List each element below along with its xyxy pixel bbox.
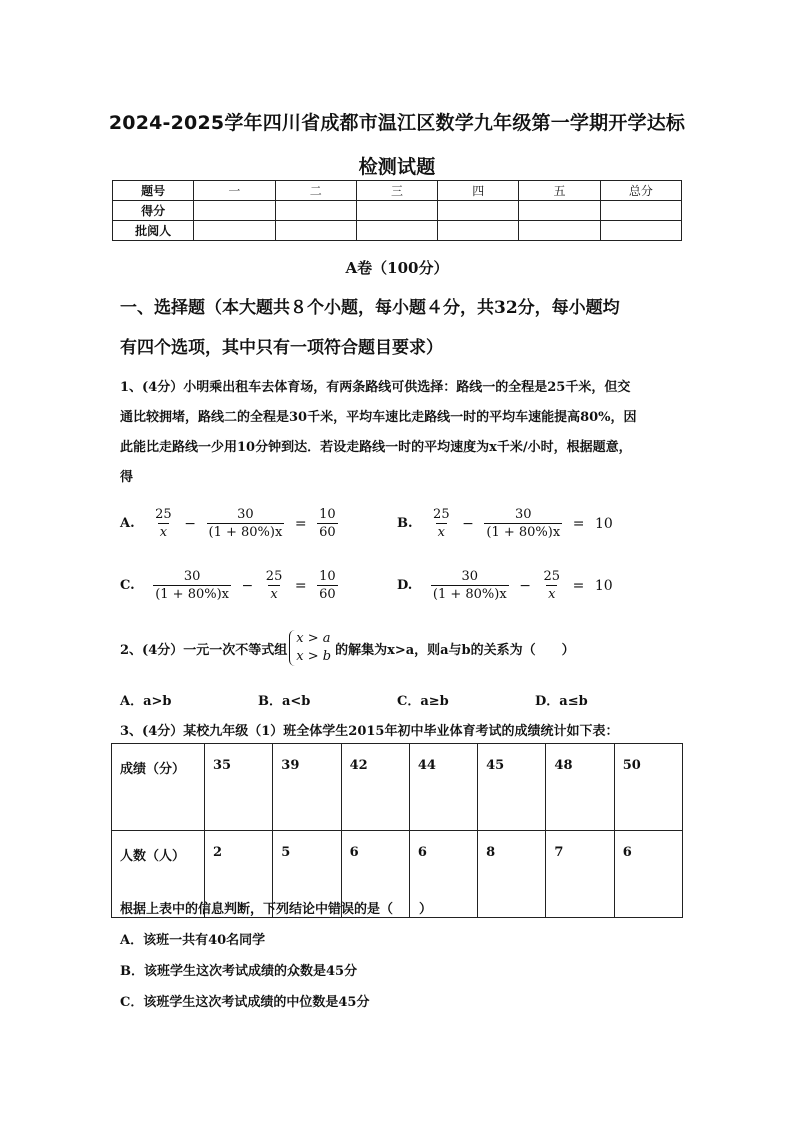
grade-count-cell: 2 <box>205 831 273 918</box>
q2-option-d[interactable]: D．a≤b <box>535 694 588 709</box>
q1-option-d[interactable]: D. $\frac{30}{(1 + 80\%)x}$ − $\frac{25}{x}$ = 10 <box>397 569 613 602</box>
grade-score-cell: 50 <box>614 744 682 831</box>
option-label: A. <box>120 516 135 531</box>
q1-option-c[interactable]: C. $\frac{30}{(1 + 80\%)x}$ − $\frac{25}{x}$ = $\frac{10}{60}$ <box>120 569 336 602</box>
score-cell <box>194 221 275 241</box>
q2-option-a[interactable]: A．a>b <box>120 694 172 709</box>
q2-text <box>120 630 575 666</box>
score-cell <box>356 221 437 241</box>
q3-option-c[interactable]: C．该班学生这次考试成绩的中位数是45分 <box>120 995 370 1010</box>
score-cell <box>356 201 437 221</box>
fraction: $\frac{10}{60}$ <box>319 569 336 602</box>
section1-heading-line2: 有四个选项，其中只有一项符合题目要求） <box>120 338 443 358</box>
score-cell <box>275 221 356 241</box>
q1-text-line1: 1、(4分）小明乘出租车去体育场，有两条路线可供选择：路线一的全程是25千米，但交 <box>120 380 631 395</box>
grade-row-label: 人数（人） <box>112 831 205 918</box>
grade-table-row-scores <box>112 744 683 831</box>
score-header-cell: 题号 <box>113 181 194 201</box>
q1-option-b[interactable]: B. $\frac{25}{x}$ − $\frac{30}{(1 + 80\%)x}$ = 10 <box>397 507 613 540</box>
score-header-cell: 三 <box>356 181 437 201</box>
score-header-cell: 一 <box>194 181 275 201</box>
score-header-cell: 四 <box>438 181 519 201</box>
fraction: $\frac{30}{(1 + 80\%)x}$ <box>486 507 561 540</box>
fraction: $\frac{30}{(1 + 80\%)x}$ <box>155 569 229 602</box>
section-a-heading: A卷（100分） <box>345 259 449 277</box>
score-table <box>112 180 682 241</box>
score-cell <box>438 201 519 221</box>
grade-count-cell: 6 <box>409 831 477 918</box>
q2-suffix: 的解集为x>a，则a与b的关系为（ ） <box>335 642 575 658</box>
score-table-row <box>113 201 682 221</box>
fraction: $\frac{30}{(1 + 80\%)x}$ <box>208 507 283 540</box>
option-rhs: 10 <box>595 515 613 532</box>
grade-score-cell: 42 <box>341 744 409 831</box>
fraction: $\frac{25}{x}$ <box>543 569 561 602</box>
score-cell <box>600 221 681 241</box>
grade-score-cell: 39 <box>273 744 341 831</box>
inequality-2: x > b <box>296 649 332 664</box>
option-label: B. <box>397 516 413 531</box>
fraction: $\frac{30}{(1 + 80\%)x}$ <box>432 569 507 602</box>
fraction: $\frac{25}{x}$ <box>433 507 450 540</box>
score-header-cell: 总分 <box>600 181 681 201</box>
grade-count-cell: 8 <box>478 831 546 918</box>
score-header-cell: 五 <box>519 181 600 201</box>
grade-count-cell: 6 <box>614 831 682 918</box>
exam-title-line1: 2024-2025学年四川省成都市温江区数学九年级第一学期开学达标 <box>108 112 686 134</box>
grade-count-cell: 6 <box>341 831 409 918</box>
grade-score-cell: 48 <box>546 744 614 831</box>
q3-question: 根据上表中的信息判断，下列结论中错误的是（ ） <box>120 902 433 917</box>
grade-score-cell: 45 <box>478 744 546 831</box>
score-cell <box>600 201 681 221</box>
option-label: C. <box>120 578 135 593</box>
score-row-label: 批阅人 <box>113 221 194 241</box>
q2-option-b[interactable]: B．a<b <box>258 694 311 709</box>
fraction: $\frac{25}{x}$ <box>265 569 283 602</box>
grade-score-cell: 35 <box>205 744 273 831</box>
exam-title-line2: 检测试题 <box>358 156 436 178</box>
q3-option-a[interactable]: A．该班一共有40名同学 <box>120 933 266 948</box>
grade-count-cell: 7 <box>546 831 614 918</box>
fraction: $\frac{10}{60}$ <box>319 507 336 540</box>
q1-option-a[interactable]: A. $\frac{25}{x}$ − $\frac{30}{(1 + 80\%)x}$ = $\frac{10}{60}$ <box>120 507 336 540</box>
score-cell <box>194 201 275 221</box>
q3-text: 3、(4分）某校九年级（1）班全体学生2015年初中毕业体育考试的成绩统计如下表： <box>120 724 619 739</box>
score-table-row <box>113 221 682 241</box>
fraction: $\frac{25}{x}$ <box>155 507 172 540</box>
q1-text-line3: 此能比走路线一少用10分钟到达．若设走路线一时的平均速度为x千米/小时，根据题意， <box>120 440 632 455</box>
score-cell <box>438 221 519 241</box>
q1-text-line4: 得 <box>120 470 134 485</box>
q2-prefix: 2、(4分）一元一次不等式组 <box>120 642 288 658</box>
grade-count-cell: 5 <box>273 831 341 918</box>
grade-row-label: 成绩（分） <box>112 744 205 831</box>
option-label: D. <box>397 578 413 593</box>
option-rhs: 10 <box>594 577 613 594</box>
score-cell <box>519 201 600 221</box>
inequality-system <box>289 630 331 666</box>
score-header-cell: 二 <box>275 181 356 201</box>
score-cell <box>519 221 600 241</box>
q1-text-line2: 通比较拥堵，路线二的全程是30千米，平均车速比走路线一时的平均车速能提高80%，因 <box>120 410 637 425</box>
q2-option-c[interactable]: C．a≥b <box>397 694 449 709</box>
score-row-label: 得分 <box>113 201 194 221</box>
score-table-header-row <box>113 181 682 201</box>
section1-heading-line1: 一、选择题（本大题共８个小题，每小题４分，共32分，每小题均 <box>120 298 620 318</box>
inequality-1: x > a <box>296 631 331 646</box>
grade-score-cell: 44 <box>409 744 477 831</box>
q3-grade-table <box>111 743 683 918</box>
q3-option-b[interactable]: B．该班学生这次考试成绩的众数是45分 <box>120 964 358 979</box>
score-cell <box>275 201 356 221</box>
